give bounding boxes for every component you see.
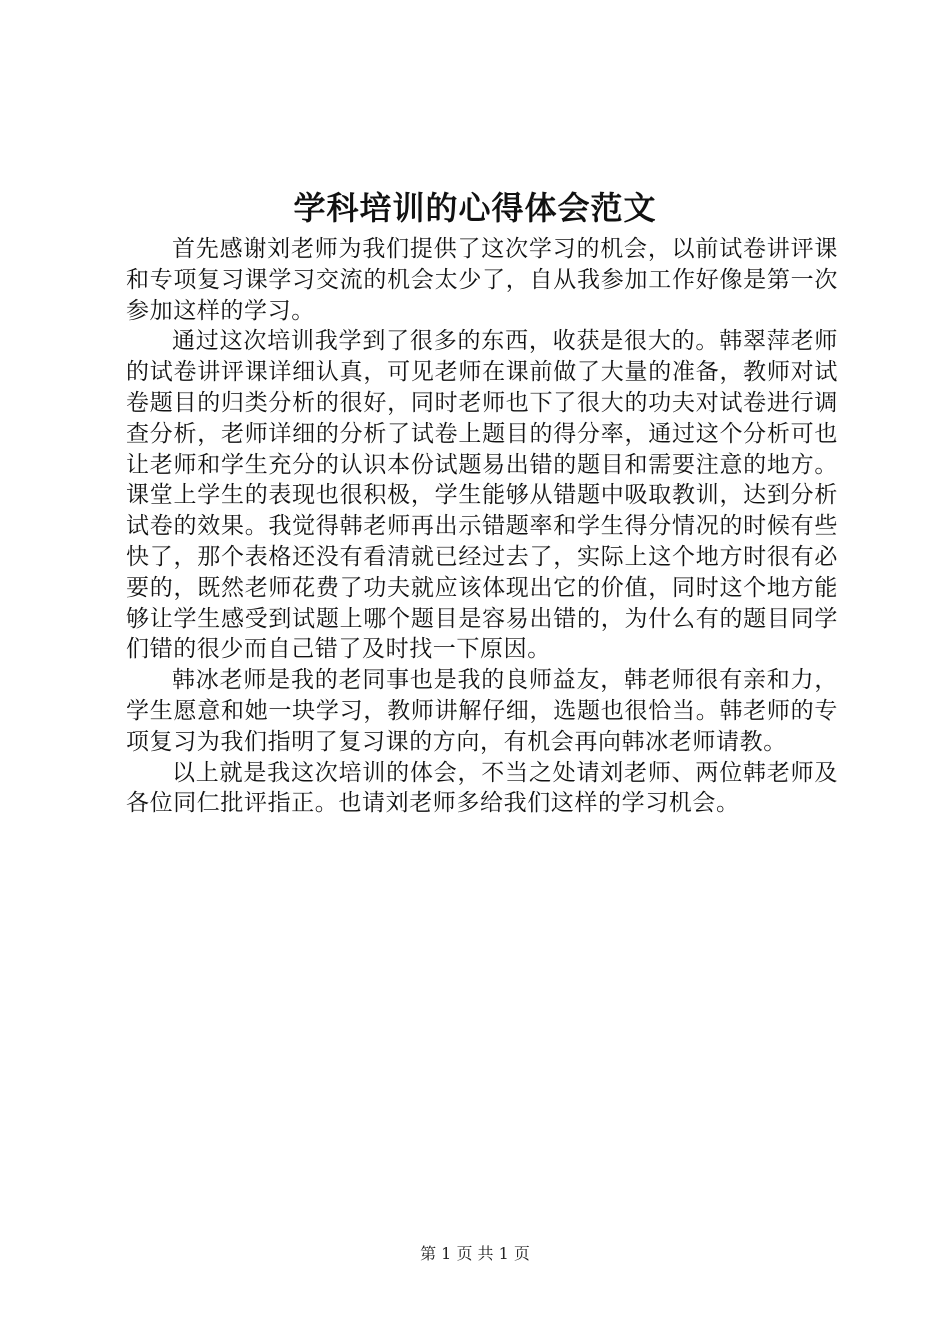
document-body — [126, 234, 838, 819]
paragraph-2: 通过这次培训我学到了很多的东西，收获是很大的。韩翠萍老师的试卷讲评课详细认真，可见老师在课前做了大量的准备，教师对试卷题目的归类分析的很好，同时老师也下了很大的功夫对试卷进行调查分析，老师详细的分析了试卷上题目的得分率，通过这个分析可也让老师和学生充分的认识本份试题易出错的题目和需要注意的地方。课堂上学生的表现也很积极，学生能够从错题中吸取教训，达到分析试卷的效果。我觉得韩老师再出示错题率和学生得分情况的时候有些快了，那个表格还没有看清就已经过去了，实际上这个地方时很有必要的，既然老师花费了功夫就应该体现出它的价值，同时这个地方能够让学生感受到试题上哪个题目是容易出错的，为什么有的题目同学们错的很少而自己错了及时找一下原因。 — [126, 328, 838, 663]
paragraph-3: 韩冰老师是我的老同事也是我的良师益友，韩老师很有亲和力，学生愿意和她一块学习，教师讲解仔细，选题也很恰当。韩老师的专项复习为我们指明了复习课的方向，有机会再向韩冰老师请教。 — [126, 667, 838, 755]
page-footer: 第 1 页 共 1 页 — [420, 1244, 530, 1263]
paragraph-1: 首先感谢刘老师为我们提供了这次学习的机会，以前试卷讲评课和专项复习课学习交流的机会太少了，自从我参加工作好像是第一次参加这样的学习。 — [126, 236, 838, 324]
paragraph-4: 以上就是我这次培训的体会，不当之处请刘老师、两位韩老师及各位同仁批评指正。也请刘老师多给我们这样的学习机会。 — [126, 759, 838, 817]
document-title: 学科培训的心得体会范文 — [293, 189, 657, 227]
